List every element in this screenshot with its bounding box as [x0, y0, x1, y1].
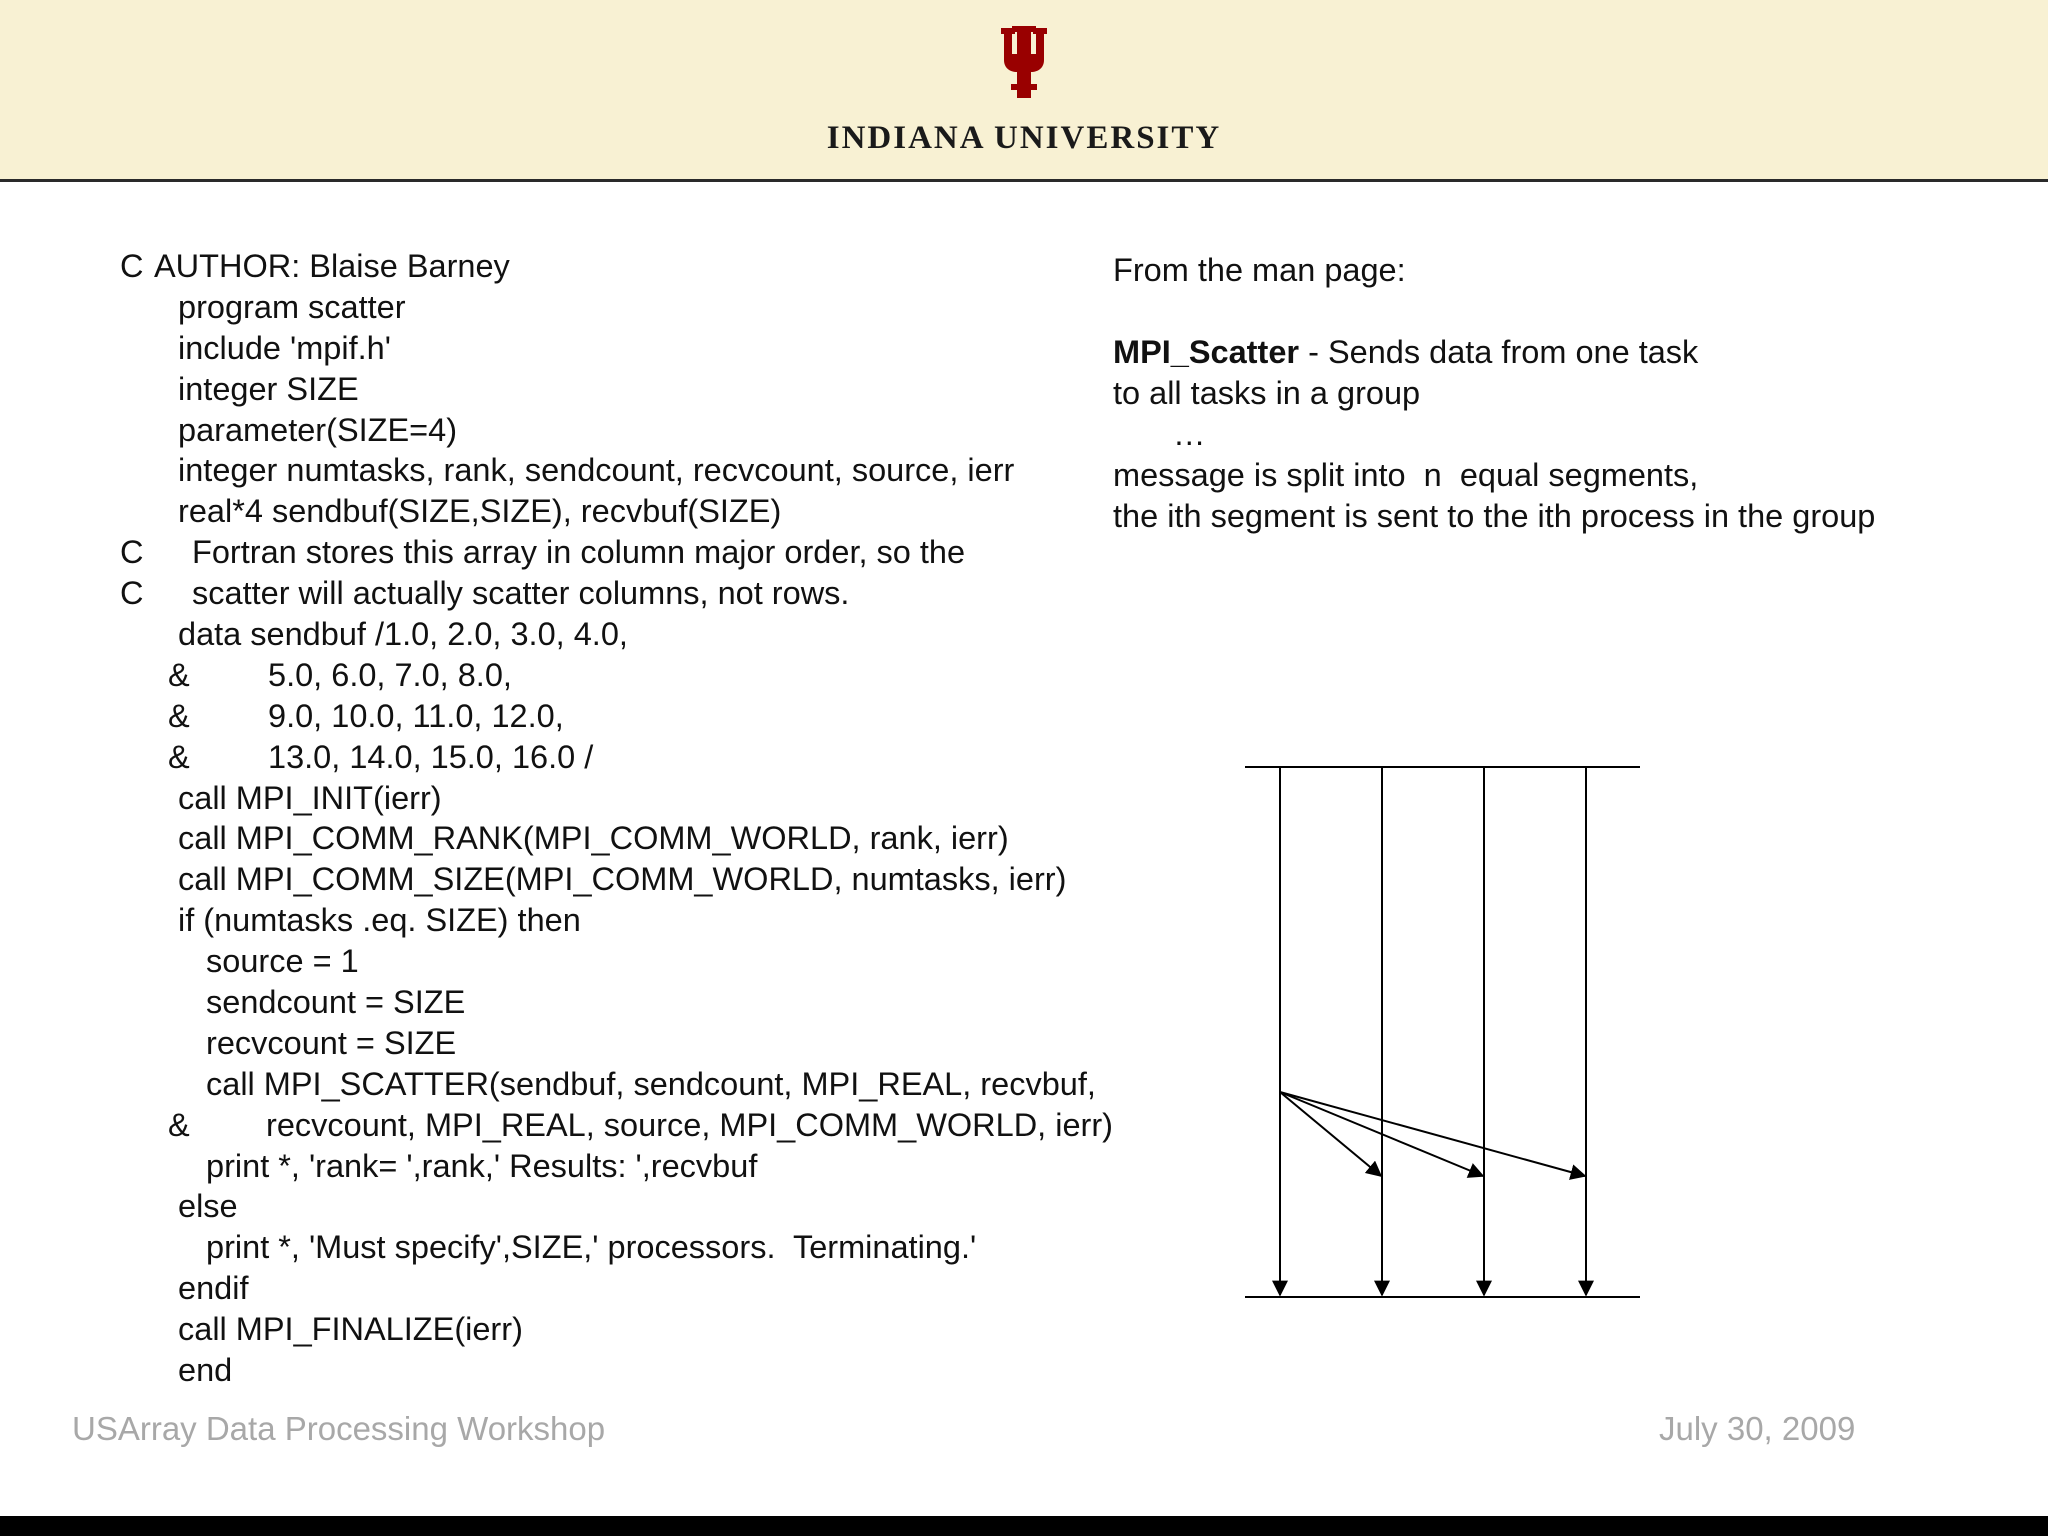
code-line-text: call MPI_COMM_RANK(MPI_COMM_WORLD, rank, ierr) [178, 820, 1009, 857]
code-line-text: endif [178, 1270, 249, 1307]
code-line-text: include 'mpif.h' [178, 329, 391, 366]
ellipsis: … [1173, 416, 1206, 452]
code-line-text: program scatter [178, 288, 406, 325]
iu-trident-logo [994, 24, 1054, 100]
man-detail-line-1: message is split into n equal segments, [1113, 457, 1699, 493]
code-line-lead: & [168, 738, 190, 775]
footer-date: July 30, 2009 [1659, 1410, 1856, 1447]
code-line-lead: & [168, 656, 190, 693]
code-line-text: call MPI_SCATTER(sendbuf, sendcount, MPI_REAL, recvbuf, [206, 1065, 1096, 1102]
code-line-text: data sendbuf /1.0, 2.0, 3.0, 4.0, [178, 616, 628, 653]
function-description: - Sends data from one task [1299, 334, 1699, 370]
code-line-text: print *, 'Must specify',SIZE,' processors. Terminating.' [206, 1229, 977, 1266]
man-page-excerpt [1113, 250, 1875, 537]
code-line-text: 13.0, 14.0, 15.0, 16.0 / [268, 738, 594, 775]
code-line-lead: & [168, 697, 190, 734]
scatter-diagram [1240, 760, 1650, 1300]
scatter-message-arrow [1280, 1092, 1381, 1176]
code-line-text: parameter(SIZE=4) [178, 411, 458, 448]
code-line-text: else [178, 1188, 238, 1225]
man-intro: From the man page: [1113, 252, 1406, 288]
spacer [1113, 291, 1875, 332]
code-line-text: call MPI_FINALIZE(ierr) [178, 1311, 523, 1348]
code-line-text: end [178, 1352, 233, 1389]
code-line-text: recvcount, MPI_REAL, source, MPI_COMM_WORLD, ierr) [266, 1106, 1113, 1143]
code-line-text: integer SIZE [178, 370, 359, 407]
code-line-text: call MPI_INIT(ierr) [178, 779, 442, 816]
code-line-text: if (numtasks .eq. SIZE) then [178, 902, 581, 939]
scatter-message-arrow [1280, 1092, 1585, 1176]
code-line-text: recvcount = SIZE [206, 1024, 457, 1061]
code-line-text: 5.0, 6.0, 7.0, 8.0, [268, 656, 512, 693]
code-line-text: Fortran stores this array in column major order, so the [192, 534, 966, 571]
man-summary-line-2: to all tasks in a group [1113, 375, 1421, 411]
man-summary-line [1113, 332, 1875, 373]
code-line-lead: & [168, 1106, 190, 1143]
code-line-text: 9.0, 10.0, 11.0, 12.0, [268, 697, 564, 734]
code-line-text: scatter will actually scatter columns, not rows. [192, 575, 850, 612]
man-detail-line-2: the ith segment is sent to the ith process in the group [1113, 498, 1876, 534]
code-line-text: AUTHOR: Blaise Barney [154, 248, 510, 284]
code-line-text: sendcount = SIZE [206, 984, 466, 1021]
code-line-text: real*4 sendbuf(SIZE,SIZE), recvbuf(SIZE) [178, 493, 782, 530]
code-line-text: source = 1 [206, 943, 359, 980]
code-line-text: print *, 'rank= ',rank,' Results: ',recvbuf [206, 1147, 758, 1184]
code-line-lead: C [120, 575, 144, 612]
footer-workshop: USArray Data Processing Workshop [72, 1410, 606, 1447]
function-name: MPI_Scatter [1113, 334, 1300, 370]
code-line-lead: C [120, 248, 144, 284]
header-banner [0, 0, 2048, 182]
code-line-text: call MPI_COMM_SIZE(MPI_COMM_WORLD, numtasks, ierr) [178, 861, 1067, 898]
university-name: INDIANA UNIVERSITY [826, 120, 1222, 156]
code-line-text: integer numtasks, rank, sendcount, recvcount, source, ierr [178, 452, 1015, 489]
code-line-lead: C [120, 534, 144, 571]
bottom-bar [0, 1516, 2048, 1536]
man-ellipsis [1113, 414, 1875, 455]
